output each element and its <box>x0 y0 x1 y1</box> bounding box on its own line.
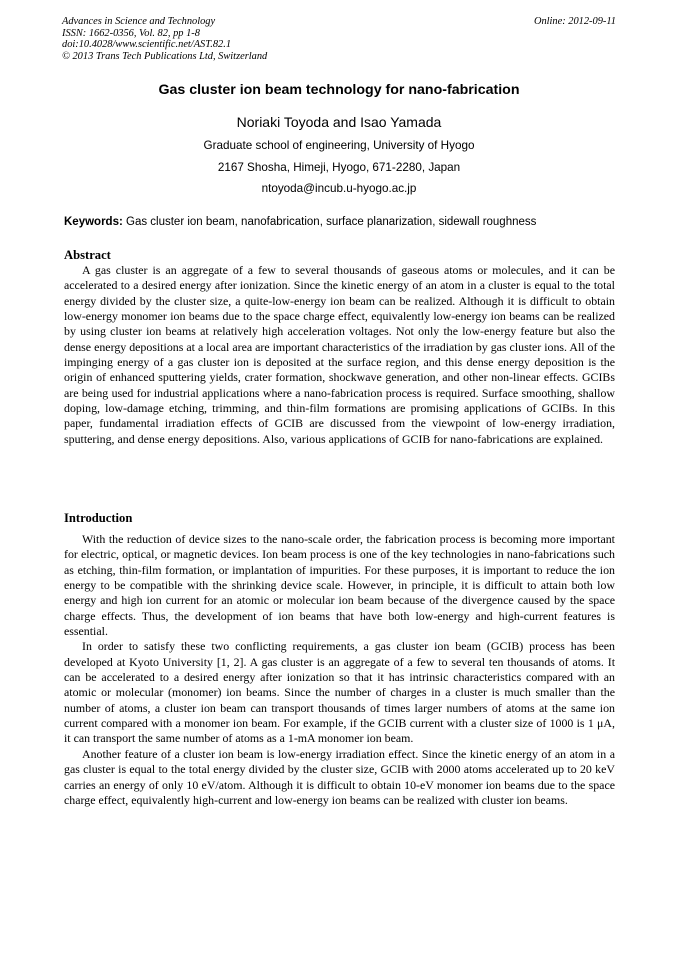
abstract-paragraph: A gas cluster is an aggregate of a few to several thousands of gaseous atoms or molecules, and it can be accelerated to a desired energy after ionization. Since the kinetic energy of an atom in a cluster is equal to the total energy divided by the cluster size, a quite-low-energy ion beam can be realized. Although it is difficult to obtain low-energy monomer ion beams due to the space charge effect, equivalently low-energy ion beams can be realized by using cluster ion beams at relatively high acceleration voltages. Not only the low-energy feature but also the dense energy depositions at a local area are important characteristics of the irradiation by gas cluster ions. All of the impinging energy of a gas cluster ion is deposited at the surface region, and this dense energy deposition is the origin of enhanced sputtering yields, crater formation, shockwave generation, and other non-linear effects. GCIBs are being used for industrial applications where a nano-fabrication process is required. Surface smoothing, shallow doping, low-damage etching, trimming, and thin-film formations are promising applications of GCIBs. In this paper, fundamental irradiation effects of GCIB are discussed from the viewpoint of low-energy irradiation, sputtering, and dense energy depositions. Also, various applications of GCIB for nano-fabrications are explained. <box>64 263 615 446</box>
journal-copyright: © 2013 Trans Tech Publications Ltd, Switzerland <box>62 50 268 62</box>
address-line: 2167 Shosha, Himeji, Hyogo, 671-2280, Japan <box>217 161 461 174</box>
paper-title: Gas cluster ion beam technology for nano-fabrication <box>158 82 520 98</box>
journal-name: Advances in Science and Technology <box>62 16 216 27</box>
introduction-heading: Introduction <box>64 511 133 525</box>
journal-issn: ISSN: 1662-0356, Vol. 82, pp 1-8 <box>62 27 200 39</box>
affiliation-line: Graduate school of engineering, University of Hyogo <box>203 139 475 152</box>
journal-doi: doi:10.4028/www.scientific.net/AST.82.1 <box>62 39 232 51</box>
keywords-text: Gas cluster ion beam, nanofabrication, surface planarization, sidewall roughness <box>126 216 537 228</box>
introduction-paragraph: With the reduction of device sizes to the nano-scale order, the fabrication process is becoming more important for electric, optical, or magnetic devices. Ion beam process is one of the key technologies in nano-fabrications such as etching, thin-film formation, or implantation of impurities. For these purposes, it is important to reduce the ion energy to be compatible with the shrinking device scale. However, in principle, it is difficult to attain both low energy and high ion current for an atomic or molecular ion beam because of the divergence caused by the space charge effects. Thus, the development of ion beams that have both low-energy and high-current features is essential. <box>64 532 615 639</box>
keywords-label: Keywords: <box>64 216 123 228</box>
introduction-paragraph: In order to satisfy these two conflicting requirements, a gas cluster ion beam (GCIB) process has been developed at Kyoto University [1, 2]. A gas cluster is an aggregate of a few to several ten thousands of atoms. It can be accelerated to a desired energy after ionization so that it has intrinsic characteristics compared with an atomic or molecular (monomer) ion beams. Since the number of charges in a cluster is much smaller than the number of atoms, a cluster ion beam can transport thousands of times larger numbers of atoms at the same ion current compared with a monomer ion beam. For example, if the GCIB current with a cluster size of 1000 is 1 μA, it can transport the same number of atoms as a 1-mA monomer ion beam. <box>64 639 615 746</box>
keywords <box>64 216 616 228</box>
abstract-body <box>64 263 615 447</box>
paper-authors: Noriaki Toyoda and Isao Yamada <box>236 114 442 130</box>
introduction-body <box>64 532 615 808</box>
online-date: Online: 2012-09-11 <box>533 16 616 27</box>
author-email: ntoyoda@incub.u-hyogo.ac.jp <box>261 182 417 195</box>
journal-header <box>62 16 267 62</box>
abstract-heading: Abstract <box>64 248 111 262</box>
introduction-paragraph: Another feature of a cluster ion beam is low-energy irradiation effect. Since the kinetic energy of an atom in a gas cluster is equal to the total energy divided by the cluster size, GCIB with 2000 atoms accelerated up to 20 keV carries an energy of only 10 eV/atom. Although it is difficult to obtain 10-eV monomer ion beams due to the space charge effect, equivalently high-current and low-energy ion beams can be realized with cluster ion beams. <box>64 746 615 807</box>
